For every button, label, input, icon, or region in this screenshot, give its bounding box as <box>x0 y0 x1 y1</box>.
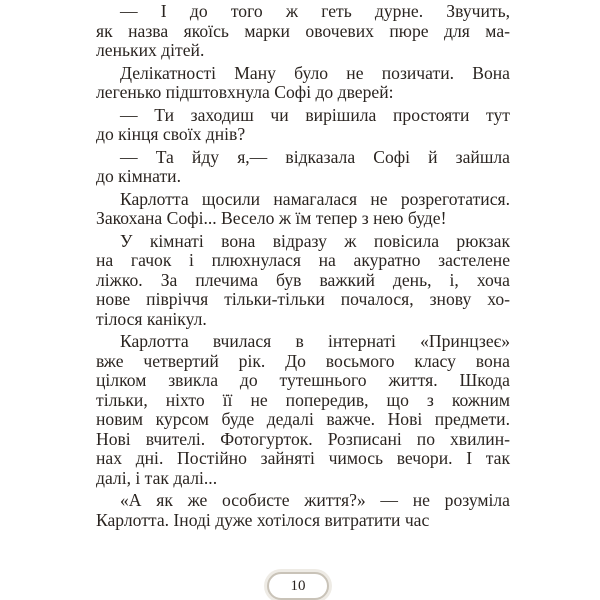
text-line: далі, і так далі... <box>96 467 218 488</box>
text-line: до кімнати. <box>96 166 181 186</box>
text-line: ліжко. За плечима був важкий день, і, хоча <box>96 269 510 290</box>
text-line: — Та йду я,— відказала Софі й зайшла <box>120 146 510 167</box>
text-line: Делікатності Ману було не позичати. Вона <box>120 62 510 83</box>
text-line: на гачок і плюхнулася на акуратно застелене <box>96 250 510 270</box>
text-line: тілося канікул. <box>96 308 207 329</box>
text-line: вже четвертий рік. До восьмого класу вона <box>96 350 510 371</box>
paragraph <box>96 148 510 187</box>
page-number-footer <box>258 572 338 600</box>
text-line: нове півріччя тільки-тільки почалося, знову хо- <box>96 289 510 309</box>
text-line: нах дні. Постійно зайняті чимось вечори. І так <box>96 448 510 468</box>
text-line: легенько підштовхнула Софі до дверей: <box>96 82 394 102</box>
paragraph <box>96 332 510 488</box>
paragraph <box>96 190 510 229</box>
text-line: — Ти заходиш чи вирішила простояти тут <box>120 104 510 125</box>
text-line: цілком звикла до тутешнього життя. Шкода <box>96 370 510 390</box>
text-line: новим курсом буде дедалі важче. Нові предмети. <box>96 409 510 429</box>
text-line: тільки, ніхто її не попередив, що з кожним <box>96 389 510 410</box>
paragraph <box>96 2 510 61</box>
paragraph <box>96 64 510 103</box>
paragraph <box>96 232 510 330</box>
text-line: «А як же особисте життя?» — не розуміла <box>120 490 510 510</box>
text-line: до кінця своїх днів? <box>96 124 246 144</box>
text-line: — І до того ж геть дурне. Звучить, <box>120 1 510 21</box>
text-line: У кімнаті вона відразу ж повісила рюкзак <box>120 230 510 251</box>
body-text <box>96 2 510 533</box>
text-line: Карлотта. Іноді дуже хотілося витратити час <box>96 509 430 530</box>
text-line: Нові вчителі. Фотогурток. Розписані по хвилин- <box>96 428 510 449</box>
text-line: Карлотта щосили намагалася не розреготатися. <box>120 188 510 209</box>
text-line: Закохана Софі... Весело ж їм тепер з нею буде! <box>96 208 447 228</box>
page-number: 10 <box>290 577 306 594</box>
text-line: леньких дітей. <box>96 40 205 60</box>
paragraph <box>96 106 510 145</box>
text-line: Карлотта вчилася в інтернаті «Принцзеє» <box>120 331 510 351</box>
text-line: як назва якоїсь марки овочевих пюре для ма- <box>96 20 510 41</box>
paragraph <box>96 491 510 530</box>
page-number-badge <box>267 572 329 600</box>
